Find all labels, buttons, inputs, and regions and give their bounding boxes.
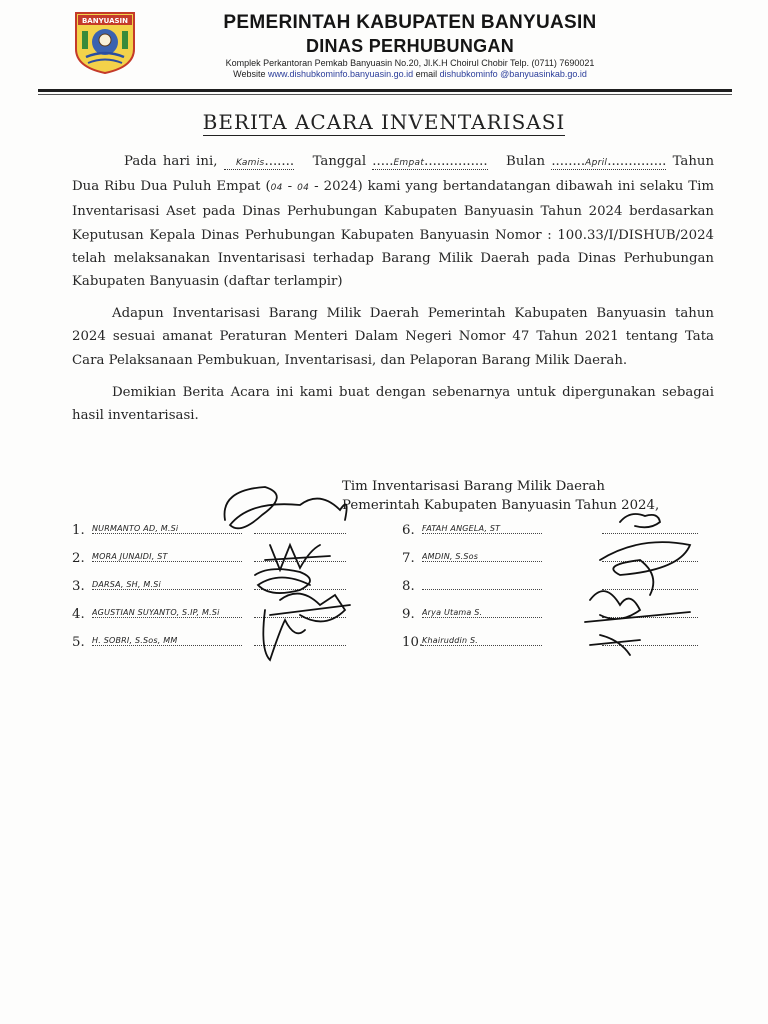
letterhead-title: PEMERINTAH KABUPATEN BANYUASIN [223, 12, 597, 33]
member-row-5: 5. H. SOBRI, S.Sos, MM [72, 635, 346, 655]
day-value: Kamis [235, 158, 265, 168]
member-row-2: 2. MORA JUNAIDI, ST [72, 551, 346, 571]
month-value: April [585, 158, 608, 168]
member-row-3: 3. DARSA, SH, M.Si [72, 579, 346, 599]
email-label: email [415, 69, 438, 79]
document-body [72, 150, 714, 436]
member-row-9: 9. Arya Utama S. [402, 607, 698, 627]
paragraph-closing: Demikian Berita Acara ini kami buat dengan sebenarnya untuk dipergunakan sebagai hasil inventarisasi. [72, 384, 714, 424]
letterhead-contact [160, 69, 660, 79]
letterhead-subtitle: DINAS PERHUBUNGAN [305, 36, 515, 56]
member-row-10: 10.Khairuddin S. [402, 635, 698, 655]
member-row-6: 6. FATAH ANGELA, ST [402, 523, 698, 543]
website-label: Website [233, 69, 266, 79]
member-row-8: 8. [402, 579, 698, 599]
member-row-7: 7. AMDIN, S.Sos [402, 551, 698, 571]
team-caption: Tim Inventarisasi Barang Milik Daerah Pemerintah Kabupaten Banyuasin Tahun 2024, [342, 479, 660, 513]
letterhead-address: Komplek Perkantoran Pemkab Banyuasin No.20, Jl.K.H Choirul Chobir Telp. (0711) 7690021 [225, 58, 595, 68]
member-row-4: 4. AGUSTIAN SUYANTO, S.IP, M.Si [72, 607, 346, 627]
letterhead-divider [38, 89, 732, 92]
website-link[interactable]: www.dishubkominfo.banyuasin.go.id [268, 69, 414, 79]
date-value: Empat [393, 158, 425, 168]
email-link[interactable]: dishubkominfo @banyuasinkab.go.id [439, 69, 587, 79]
svg-text:BANYUASIN: BANYUASIN [81, 17, 129, 25]
paragraph-legal-basis: Adapun Inventarisasi Barang Milik Daerah Pemerintah Kabupaten Banyuasin tahun 2024 sesuai amanat Peraturan Menteri Dalam Negeri Nomor 47 Tahun 2021 tentang Tata Cara Pelaksanaan Pembukuan, Inventarisasi, dan Pelaporan Barang Milik Daerah. [72, 306, 714, 368]
paragraph-opening: Pada hari ini, Kamis....... Tanggal .....Empat............... Bulan ........April.............. Tahun Dua Ribu Dua Puluh Empat (04 - 04 - 2024) kami yang bertandatangan dibawah ini selaku Tim Inventarisasi Aset pada Dinas Perhubungan Kabupaten Banyuasin Tahun 2024 berdasarkan Keputusan Kepala Dinas Perhubungan Kabupaten Banyuasin Nomor : 100.33/I/DISHUB/2024 telah melaksanakan Inventarisasi terhadap Barang Milik Daerah pada Dinas Perhubungan Kabupaten Banyuasin (daftar terlampir) [72, 154, 715, 290]
banyuasin-logo [72, 9, 138, 75]
letterhead-divider-thin [38, 94, 732, 95]
document-title: BERITA ACARA INVENTARISASI [202, 110, 566, 134]
member-row-1: 1. NURMANTO AD, M.Si [72, 523, 346, 543]
